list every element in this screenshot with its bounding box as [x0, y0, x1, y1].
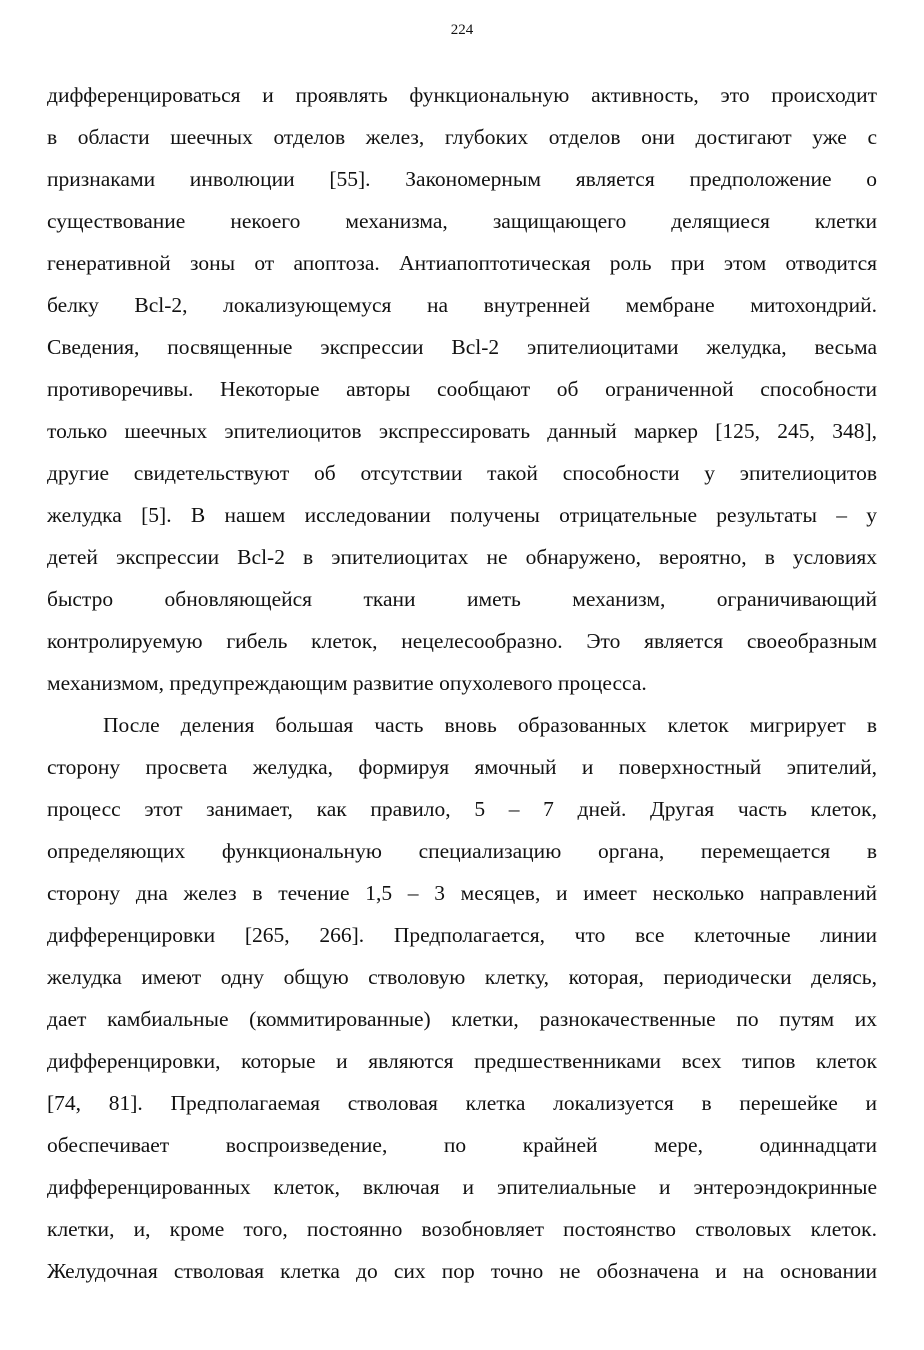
text-line: процесс этот занимает, как правило, 5 – 7 дней. Другая часть клеток,	[47, 797, 877, 821]
text-line: желудка имеют одну общую стволовую клетку, которая, периодически делясь,	[47, 965, 877, 989]
text-line: дифференцированных клеток, включая и эпителиальные и энтероэндокринные	[47, 1175, 877, 1199]
text-line: сторону просвета желудка, формируя ямочный и поверхностный эпителий,	[47, 755, 877, 779]
text-line: определяющих функциональную специализацию органа, перемещается в	[47, 839, 877, 863]
text-line: обеспечивает воспроизведение, по крайней мере, одиннадцати	[47, 1133, 877, 1157]
text-line: в области шеечных отделов желез, глубоких отделов они достигают уже с	[47, 125, 877, 149]
paragraph-first-line: После деления большая часть вновь образованных клеток мигрирует в	[103, 713, 877, 737]
text-line: желудка [5]. В нашем исследовании получены отрицательные результаты – у	[47, 503, 877, 527]
text-line: дает камбиальные (коммитированные) клетки, разнокачественные по путям их	[47, 1007, 877, 1031]
text-line: признаками инволюции [55]. Закономерным является предположение о	[47, 167, 877, 191]
text-line: клетки, и, кроме того, постоянно возобновляет постоянство стволовых клеток.	[47, 1217, 877, 1241]
text-line: сторону дна желез в течение 1,5 – 3 месяцев, и имеет несколько направлений	[47, 881, 877, 905]
text-line: Сведения, посвященные экспрессии Bcl-2 эпителиоцитами желудка, весьма	[47, 335, 877, 359]
text-line: генеративной зоны от апоптоза. Антиапоптотическая роль при этом отводится	[47, 251, 877, 275]
text-line: детей экспрессии Bcl-2 в эпителиоцитах не обнаружено, вероятно, в условиях	[47, 545, 877, 569]
text-line: дифференцировки [265, 266]. Предполагается, что все клеточные линии	[47, 923, 877, 947]
text-line: противоречивы. Некоторые авторы сообщают об ограниченной способности	[47, 377, 877, 401]
text-line: дифференцироваться и проявлять функциональную активность, это происходит	[47, 83, 877, 107]
text-line: другие свидетельствуют об отсутствии такой способности у эпителиоцитов	[47, 461, 877, 485]
text-line: контролируемую гибель клеток, нецелесообразно. Это является своеобразным	[47, 629, 877, 653]
body-text	[47, 74, 877, 1292]
text-line: быстро обновляющейся ткани иметь механизм, ограничивающий	[47, 587, 877, 611]
text-line: [74, 81]. Предполагаемая стволовая клетка локализуется в перешейке и	[47, 1091, 877, 1115]
paragraph-end-line: механизмом, предупреждающим развитие опухолевого процесса.	[47, 671, 647, 695]
text-line: дифференцировки, которые и являются предшественниками всех типов клеток	[47, 1049, 877, 1073]
page-number: 224	[450, 22, 474, 38]
text-line: существование некоего механизма, защищающего делящиеся клетки	[47, 209, 877, 233]
text-line: Желудочная стволовая клетка до сих пор точно не обозначена и на основании	[47, 1259, 877, 1283]
text-line: белку Bcl-2, локализующемуся на внутренней мембране митохондрий.	[47, 293, 877, 317]
text-line: только шеечных эпителиоцитов экспрессировать данный маркер [125, 245, 348],	[47, 419, 877, 443]
